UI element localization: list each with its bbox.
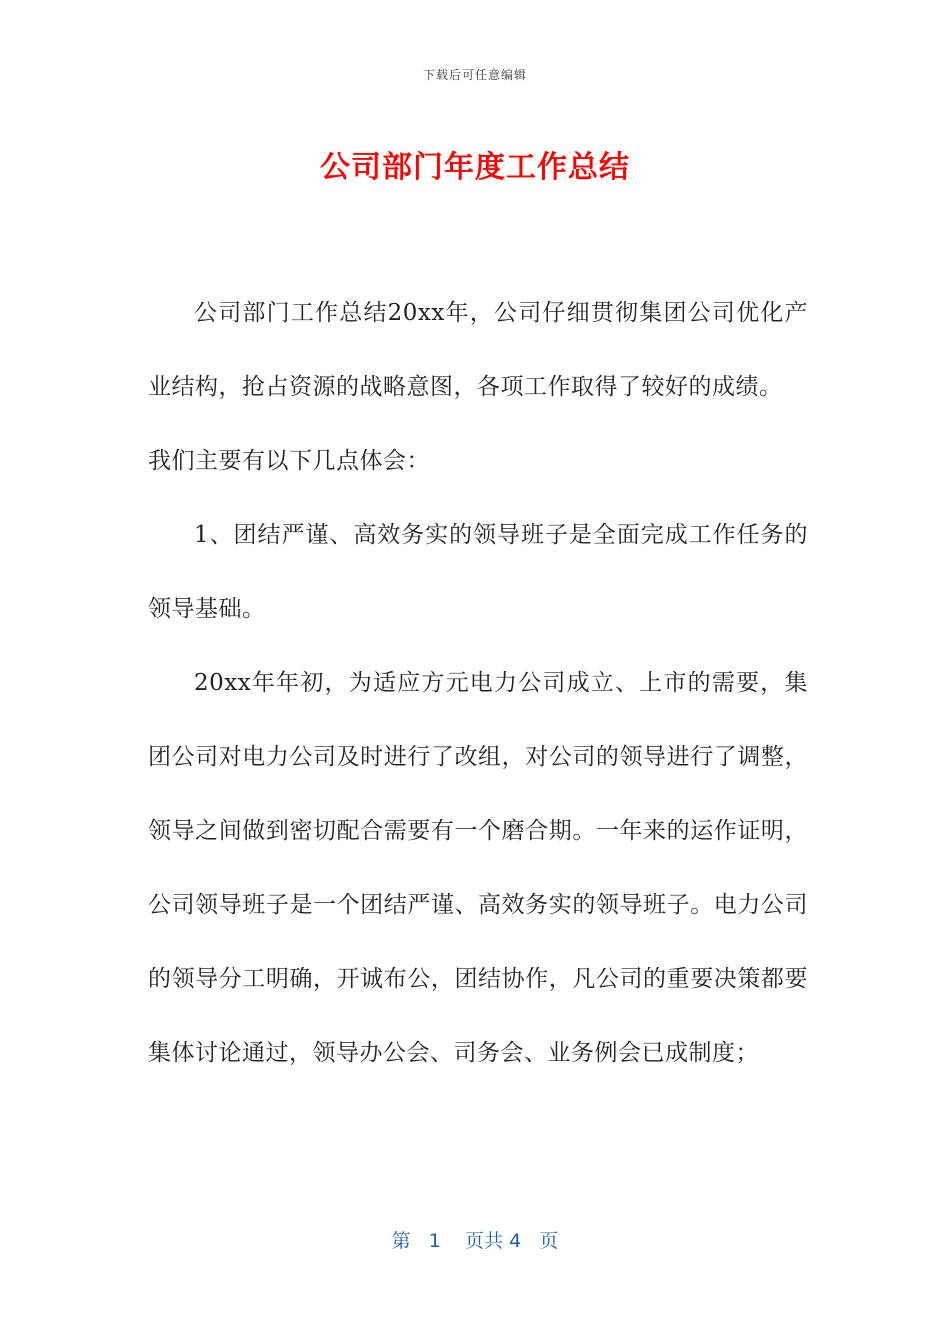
header-note: 下载后可任意编辑 [422, 68, 527, 82]
page-number-footer [0, 1226, 950, 1253]
paragraph-lead-in: 我们主要有以下几点体会： [148, 448, 430, 474]
document-body [148, 276, 808, 1090]
document-title: 公司部门年度工作总结 [320, 150, 630, 185]
footer-total-pages: 4 [509, 1230, 522, 1252]
paragraph-intro: 公司部门工作总结20xx年，公司仔细贯彻集团公司优化产业结构，抢占资源的战略意图，各项工作取得了较好的成绩。 [148, 300, 808, 400]
footer-suffix: 页 [539, 1230, 559, 1252]
paragraph-point-1: 1、团结严谨、高效务实的领导班子是全面完成工作任务的领导基础。 [148, 522, 808, 622]
paragraph-point-1-detail: 20xx年年初，为适应方元电力公司成立、上市的需要，集团公司对电力公司及时进行了改组，对公司的领导进行了调整，领导之间做到密切配合需要有一个磨合期。一年来的运作证明，公司领导班子是一个团结严谨、高效务实的领导班子。电力公司的领导分工明确，开诚布公，团结协作，凡公司的重要决策都要集体讨论通过，领导办公会、司务会、业务例会已成制度； [148, 670, 808, 1066]
footer-prefix: 第 [391, 1230, 411, 1252]
footer-middle: 页共 [465, 1230, 504, 1252]
footer-current-page: 1 [428, 1230, 441, 1252]
